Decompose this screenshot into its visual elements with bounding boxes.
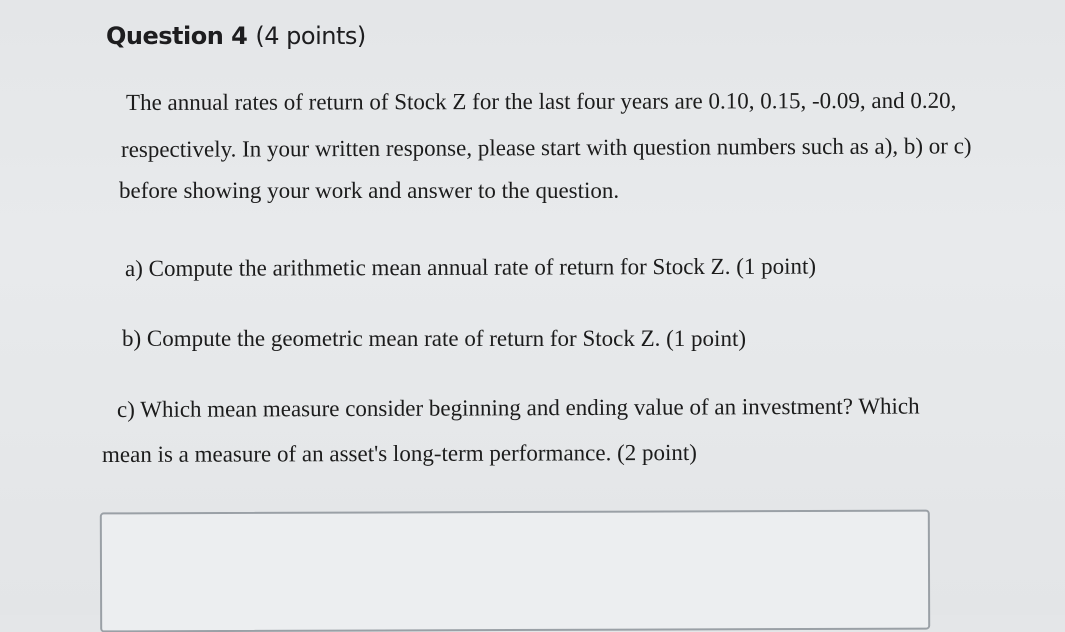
prompt-line-3: before showing your work and answer to the question. [119,178,620,203]
question-header [106,22,366,50]
prompt-line-1: The annual rates of return of Stock Z for the last four years are 0.10, 0.15, -0.09, and 0.20, [125,87,957,115]
question-points: (4 points) [255,22,366,50]
question-title: Question 4 [106,22,248,50]
prompt-line-2: respectively. In your written response, please start with question numbers such as a), b) or c) [120,133,972,162]
part-a-text: a) Compute the arithmetic mean annual rate of return for Stock Z. (1 point) [124,253,817,281]
part-c-text-line-2: mean is a measure of an asset's long-term performance. (2 point) [101,439,697,467]
part-b-text: b) Compute the geometric mean rate of return for Stock Z. (1 point) [122,326,746,351]
part-c-text-line-1: c) Which mean measure consider beginning and ending value of an investment? Which [116,393,920,422]
answer-text-box[interactable] [100,510,930,632]
